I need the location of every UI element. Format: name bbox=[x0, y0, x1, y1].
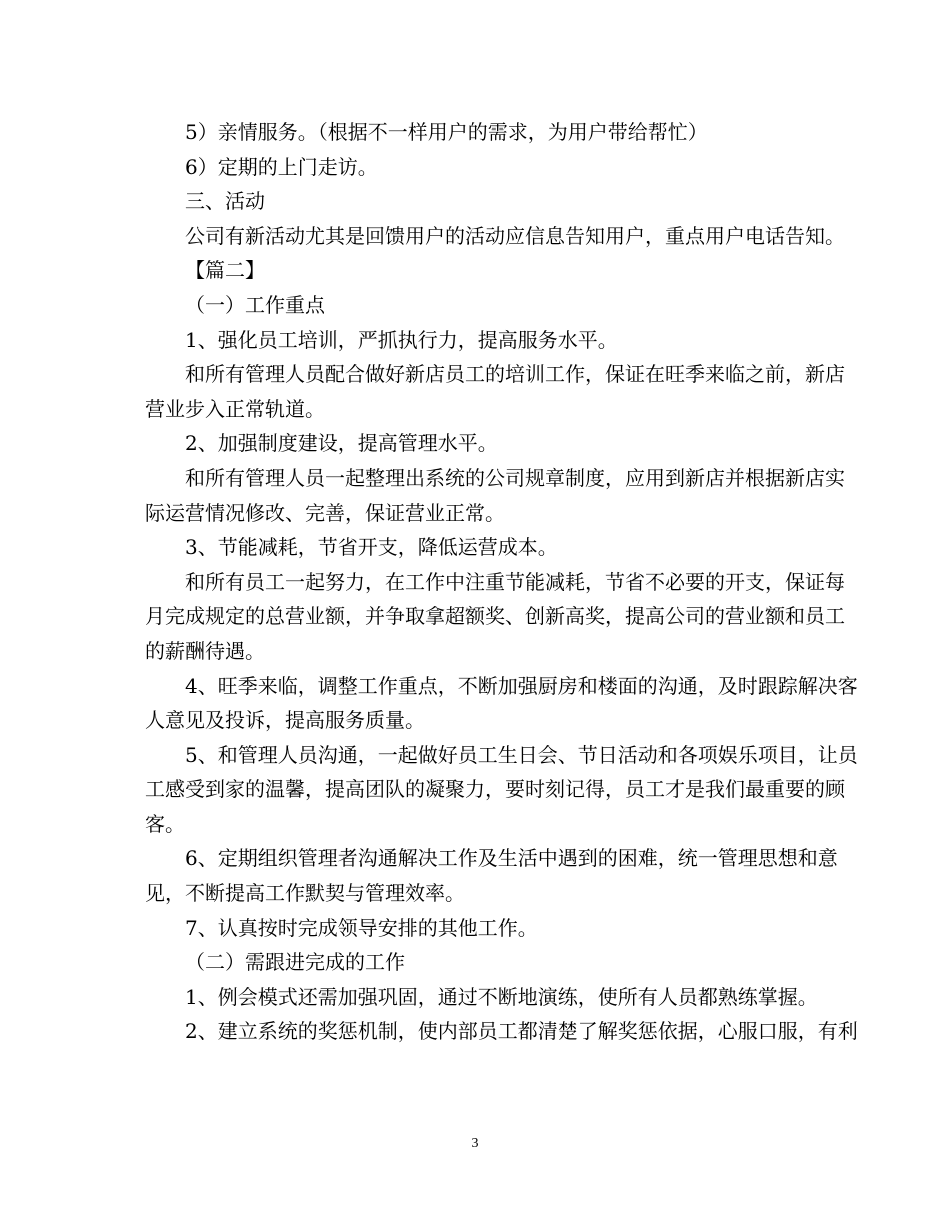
text-line: 5、和管理人员沟通，一起做好员工生日会、节日活动和各项娱乐项目，让员 bbox=[185, 742, 858, 767]
text-line: 客。 bbox=[145, 811, 185, 836]
document-body bbox=[145, 115, 858, 1049]
text-line: 际运营情况修改、完善，保证营业正常。 bbox=[145, 500, 505, 525]
text-line: 见，不断提高工作默契与管理效率。 bbox=[145, 881, 465, 906]
text-line: 2、加强制度建设，提高管理水平。 bbox=[185, 431, 498, 456]
text-line: 和所有员工一起努力，在工作中注重节能减耗，节省不必要的开支，保证每 bbox=[185, 569, 845, 594]
text-line: 3、节能减耗，节省开支，降低运营成本。 bbox=[185, 535, 558, 560]
text-line: 【篇二】 bbox=[185, 258, 265, 283]
text-line: 7、认真按时完成领导安排的其他工作。 bbox=[185, 915, 538, 940]
text-line: （二）需跟进完成的工作 bbox=[185, 950, 405, 975]
text-line: 人意见及投诉，提高服务质量。 bbox=[145, 708, 425, 733]
text-line: 月完成规定的总营业额，并争取拿超额奖、创新高奖，提高公司的营业额和员工 bbox=[145, 604, 845, 629]
text-line: 营业步入正常轨道。 bbox=[145, 396, 325, 421]
text-line: 公司有新活动尤其是回馈用户的活动应信息告知用户，重点用户电话告知。 bbox=[185, 223, 845, 248]
text-line: 工感受到家的温馨，提高团队的凝聚力，要时刻记得，员工才是我们最重要的顾 bbox=[145, 777, 845, 802]
text-line: 的薪酬待遇。 bbox=[145, 638, 265, 663]
text-line: 5）亲情服务。（根据不一样用户的需求，为用户带给帮忙） bbox=[185, 120, 708, 144]
text-line: 6）定期的上门走访。 bbox=[185, 154, 378, 179]
text-line: 2、建立系统的奖惩机制，使内部员工都清楚了解奖惩依据，心服口服，有利 bbox=[185, 1019, 858, 1044]
text-line: 1、强化员工培训，严抓执行力，提高服务水平。 bbox=[185, 327, 618, 352]
text-line: 1、例会模式还需加强巩固，通过不断地演练，使所有人员都熟练掌握。 bbox=[185, 984, 818, 1009]
text-line: 4、旺季来临，调整工作重点，不断加强厨房和楼面的沟通，及时跟踪解决客 bbox=[185, 673, 858, 698]
text-line: 6、定期组织管理者沟通解决工作及生活中遇到的困难，统一管理思想和意 bbox=[185, 846, 838, 871]
page-number: 3 bbox=[471, 1136, 479, 1151]
text-line: （一）工作重点 bbox=[185, 292, 325, 317]
text-line: 和所有管理人员一起整理出系统的公司规章制度，应用到新店并根据新店实 bbox=[185, 465, 845, 490]
text-line: 和所有管理人员配合做好新店员工的培训工作，保证在旺季来临之前，新店 bbox=[185, 362, 845, 387]
text-line: 三、活动 bbox=[185, 189, 265, 214]
